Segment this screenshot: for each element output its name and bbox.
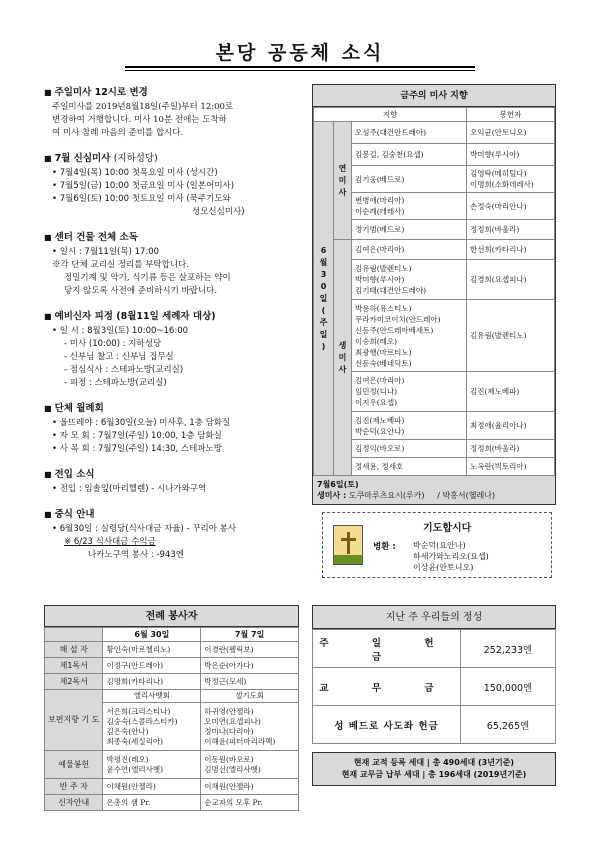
group-dead <box>334 122 352 240</box>
intention-names <box>352 193 467 220</box>
notice-line: - 피정 : 스테파노방(교리실) <box>64 378 167 388</box>
notice-line: • 사 목 회 : 7월7일(주일) 14:30, 스테파노방 <box>52 444 222 454</box>
notice-line: • 일시 : 7월11일(목) 17:00 <box>52 247 160 257</box>
person-name: 김여은(마리아) <box>355 245 405 254</box>
saturday-names: 도쿠마루츠요시(루카) <box>348 491 425 500</box>
intention-server <box>467 122 555 144</box>
intention-names <box>352 458 467 476</box>
person-name: 이승희(레오) <box>355 336 398 346</box>
person-name: 오성주(대건안드레아) <box>355 128 427 137</box>
person-name: 정정희(바울라) <box>470 444 520 453</box>
person-name: 박미향(루시아) <box>470 150 520 159</box>
server-name: 오미연(요셉피나) <box>204 716 261 726</box>
server-name: 박정근(모세) <box>201 674 299 690</box>
person-name: 오익균(안토니오) <box>470 128 527 137</box>
server-name: 김명선(엘리사벳) <box>204 764 261 774</box>
server-role: 제1독서 <box>45 658 103 674</box>
notice-line: • 7월4일(목) 10:00 첫목요일 미사 (성시간) <box>52 168 218 178</box>
person-name: 이지우(요셉) <box>355 398 398 407</box>
server-name-list <box>103 703 201 751</box>
person-name: 박미향(루시아) <box>355 275 405 284</box>
person-name: 박순덕(요안나) <box>355 426 405 436</box>
group-label: 생 미 사 <box>338 340 347 374</box>
square-bullet-icon: ■ <box>44 88 52 97</box>
offering-label: 교 무 금 <box>313 668 461 706</box>
person-name: 임민정(디나) <box>355 387 398 396</box>
person-name: 김기웅(베드로) <box>355 174 405 184</box>
person-name: 무라카미코이치(안드레아) <box>355 314 441 324</box>
household-stats <box>312 752 556 786</box>
intention-names <box>352 412 467 440</box>
intention-names <box>352 240 467 260</box>
person-name: 한선희(카타리나) <box>470 245 527 254</box>
person-name: 정정희(바울라) <box>470 225 520 234</box>
offering-table <box>312 629 556 744</box>
page-title: 본당 공동체 소식 <box>215 42 385 64</box>
notice-heading: 7월 신심미사 <box>54 153 111 164</box>
offering-label: 성 베드로 사도좌 헌금 <box>313 706 461 744</box>
server-name: 황인숙(마르첼리노) <box>103 642 201 658</box>
intention-names <box>352 220 467 240</box>
person-name: 이명희(소화데레사) <box>470 180 534 189</box>
column-header-intention: 지향 <box>314 108 467 122</box>
intention-names <box>352 144 467 166</box>
notice-line: 변경하여 거행합니다. 미사 10분 전에는 도착하 <box>52 115 227 125</box>
person-name: 김경희(요셉피나) <box>470 275 527 284</box>
person-name: 변병애(마리아) <box>355 196 405 205</box>
notice-line: • 6월30일 : 실령당(식사대금 자율) - 꾸리아 봉사 <box>52 524 237 534</box>
square-bullet-icon: ■ <box>44 233 52 242</box>
title-underline <box>125 66 475 68</box>
notice-line: 닿지 않도록 사전에 준비하시기 바랍니다. <box>64 286 218 296</box>
notice-line: - 점심식사 : 스테파노방(교리실) <box>64 365 184 375</box>
person-name: 김여은(마리아) <box>355 376 405 385</box>
mass-intention-table <box>312 84 556 505</box>
notice-line: • 전입 : 임솔잎(마리헬렌) - 시나가와구역 <box>52 484 207 494</box>
person-name: 김유림(발렌티노) <box>470 331 527 340</box>
date-cell <box>314 122 334 476</box>
notice-line: • 7월5일(금) 10:00 첫금요일 미사 (일본어미사) <box>52 181 235 191</box>
prayer-label: 병환 : <box>373 542 396 552</box>
notice-line: - 신부님 찰고 : 신부님 집무실 <box>64 352 174 362</box>
notice-line: ※ 6/23 식사대금 수익금 <box>64 537 156 547</box>
prayer-name: 하세가와노리오(요셉) <box>413 552 489 561</box>
person-name: 박용하(유스티노) <box>355 303 412 313</box>
square-bullet-icon: ■ <box>44 510 52 519</box>
offering-value: 65,265엔 <box>461 706 556 744</box>
servers-corner <box>45 628 103 642</box>
notice-line: 주일미사를 2019년8월18일(주일)부터 12:00로 <box>52 102 234 112</box>
notice-lunch <box>44 506 306 562</box>
notice-transfer-in <box>44 466 306 496</box>
notice-line: • 자 모 회 : 7월7일(주일) 10:00, 1층 담화실 <box>52 431 222 441</box>
intention-server <box>467 300 555 372</box>
saturday-mass-row <box>313 476 555 504</box>
notice-heading-note: (지하성당) <box>113 153 158 164</box>
intention-server <box>467 412 555 440</box>
server-group: 셀기도회 <box>201 690 299 703</box>
server-name: 윤수연(엘리사벳) <box>106 764 164 774</box>
intention-server <box>467 144 555 166</box>
square-bullet-icon: ■ <box>44 470 52 479</box>
server-role: 예물봉헌 <box>45 751 103 779</box>
intention-names <box>352 440 467 458</box>
server-role: 신자안내 <box>45 795 103 811</box>
mass-table-title: 금주의 미사 지향 <box>313 85 555 107</box>
servers-date: 7월 7일 <box>201 628 299 642</box>
offering-title: 지난 주 우리들의 정성 <box>312 605 556 629</box>
intention-server <box>467 193 555 220</box>
notice-line: 성모신심미사) <box>192 207 245 217</box>
server-name: 박평진(레오) <box>106 754 149 764</box>
person-name: 김유림(발렌티노) <box>355 264 412 273</box>
square-bullet-icon: ■ <box>44 154 52 163</box>
server-name: 김은숙(안나) <box>106 726 149 736</box>
servers-table <box>44 627 299 811</box>
intention-server <box>467 166 555 193</box>
notice-catechumen-retreat <box>44 308 306 390</box>
notice-disinfection <box>44 229 306 298</box>
server-name: 박은순(아가다) <box>201 658 299 674</box>
prayer-title: 기도합시다 <box>423 523 472 534</box>
intention-names <box>352 166 467 193</box>
person-name: 최광행(마르티노) <box>355 347 412 357</box>
server-name: 이정구(안드레아) <box>103 658 201 674</box>
stat-line: 현재 교무금 납부 세대 | 총 196세대 (2019년기준) <box>341 770 527 779</box>
intention-server <box>467 260 555 300</box>
server-name: 정미나(다리아) <box>204 726 254 736</box>
notice-line: • 울뜨레야 : 6월30일(오늘) 미사후, 1층 담화실 <box>52 418 231 428</box>
server-role: 제2독서 <box>45 674 103 690</box>
server-name-list <box>103 751 201 779</box>
notice-sunday-mass <box>44 84 306 140</box>
server-name: 이동원(바오로) <box>204 754 254 764</box>
person-name: 정세용, 정세호 <box>355 462 404 471</box>
servers-title: 전례 봉사자 <box>44 605 299 627</box>
server-name: 서은희(크리스티나) <box>106 706 171 716</box>
server-role: 반 주 자 <box>45 779 103 795</box>
person-name: 노옥란(빅토리아) <box>470 462 527 471</box>
notice-line: ※각 단체 교리실 정리를 부탁합니다. <box>52 260 189 270</box>
person-name: 김진(제노베파) <box>470 387 520 396</box>
server-group: 엘리사벳회 <box>103 690 201 703</box>
intention-names <box>352 300 467 372</box>
server-name: 이채원(안젤라) <box>103 779 201 795</box>
intention-server <box>467 372 555 412</box>
server-name: 하귀영(안젤라) <box>204 706 254 716</box>
offering-value: 252,233엔 <box>461 630 556 668</box>
prayer-name: 박순덕(요안나) <box>413 541 466 550</box>
person-name: 이순례(데레사) <box>355 207 405 216</box>
notice-line: • 7월6일(토) 10:00 첫토요일 미사 (묵주기도와 <box>52 194 231 204</box>
notice-heading: 예비신자 피정 (8월11일 세례자 대상) <box>54 311 216 322</box>
notice-heading: 주일미사 12시로 변경 <box>54 87 148 98</box>
person-name: 손정숙(마리안나) <box>470 201 527 211</box>
server-role: 해 설 자 <box>45 642 103 658</box>
person-name: 김정익(바오로) <box>355 444 405 453</box>
square-bullet-icon: ■ <box>44 404 52 413</box>
intention-names <box>352 122 467 144</box>
person-name: 김영탁(메히틸다) <box>470 169 527 178</box>
person-name: 김봉길, 김숭천(요셉) <box>355 150 424 159</box>
server-name: 김명희(카타리나) <box>103 674 201 690</box>
column-header-server: 봉헌자 <box>467 108 555 122</box>
server-name: 순교자의 모후 Pr. <box>201 795 299 811</box>
notice-heading: 중식 안내 <box>54 509 95 520</box>
saturday-server: / 박홍서(헬레나) <box>437 491 496 500</box>
server-name: 이해윤(피터마리라맥) <box>204 736 276 746</box>
server-name-list <box>201 703 299 751</box>
intention-server <box>467 458 555 476</box>
notice-line: • 일 시 : 8월3일(토) 10:00~16:00 <box>52 326 189 336</box>
offering-value: 150,000엔 <box>461 668 556 706</box>
person-name: 신동숙(베네딕토) <box>355 358 412 368</box>
notice-line: 정밀기계 및 악기, 식기류 등은 살포하는 약이 <box>64 273 231 283</box>
prayer-box <box>322 512 552 578</box>
person-name: 신동주(안드레아베세트) <box>355 325 434 335</box>
prayer-name: 이상윤(안토니오) <box>413 563 474 572</box>
person-name: 최정애(율리아나) <box>470 421 527 430</box>
intention-server <box>467 240 555 260</box>
title-underline-thin <box>125 70 475 71</box>
intention-server <box>467 440 555 458</box>
person-name: 김진(제노베파) <box>355 415 405 425</box>
notice-heading: 전입 소식 <box>54 469 95 480</box>
servers-date: 6월 30일 <box>103 628 201 642</box>
group-label: 연 미 사 <box>338 163 347 197</box>
intention-names <box>352 260 467 300</box>
server-name: 최종숙(세실리아) <box>106 736 164 746</box>
notice-devotion-mass <box>44 150 306 219</box>
server-role: 보편지향 기 도 <box>45 690 103 751</box>
notice-line: - 미사 (10:00) : 지하성당 <box>64 339 162 349</box>
person-name: 김기태(대건안드레아) <box>355 286 427 295</box>
date-label: 6 월 3 0 일 ( 주 일 ) <box>319 245 328 351</box>
offering-label: 주 일 헌 금 <box>313 630 461 668</box>
server-name: 은총의 샘 Pr. <box>103 795 201 811</box>
saturday-date: 7월6일(토) <box>317 480 359 489</box>
saturday-label: 생미사 : <box>317 491 347 500</box>
person-name: 정기범(베드로) <box>355 225 405 234</box>
praying-hands-icon <box>333 525 363 565</box>
intention-server <box>467 220 555 240</box>
server-name: 김숭숙(스콜라스티카) <box>106 716 178 726</box>
notice-heading: 단체 월례회 <box>54 403 104 414</box>
notice-heading: 센터 건물 전체 소독 <box>54 232 138 243</box>
group-live <box>334 240 352 476</box>
notice-column <box>44 84 306 572</box>
notice-line: 여 미사 참례 마음의 준비를 합시다. <box>52 128 184 138</box>
notice-line: 나카노구역 봉사 : -943엔 <box>88 550 184 560</box>
server-name: 이채원(안젤라) <box>201 779 299 795</box>
notice-monthly-meetings <box>44 400 306 456</box>
server-name: 이경란(펠릭보) <box>201 642 299 658</box>
square-bullet-icon: ■ <box>44 312 52 321</box>
intention-names <box>352 372 467 412</box>
server-name-list <box>201 751 299 779</box>
prayer-names <box>413 540 489 573</box>
stat-line: 현재 교적 등록 세대 | 총 490세대 (3년기준) <box>353 758 515 767</box>
